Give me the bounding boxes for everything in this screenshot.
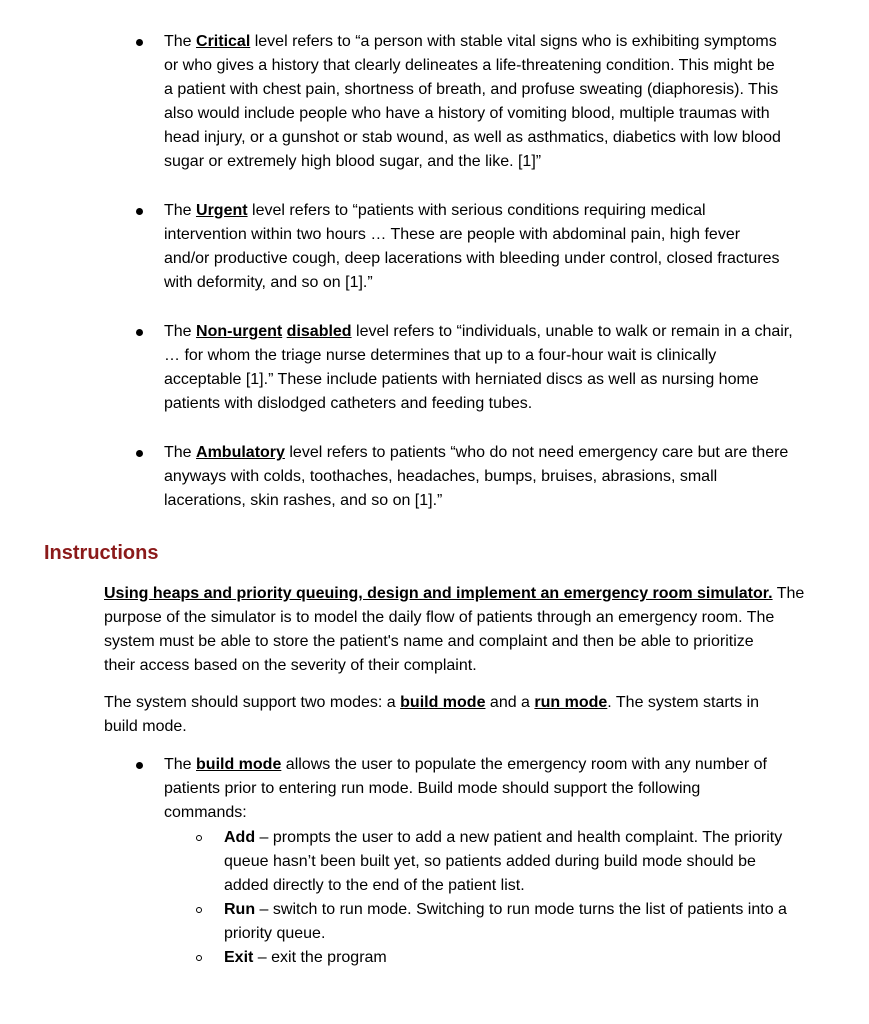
level-urgent (164, 199, 779, 295)
text: . The system starts in (607, 694, 760, 711)
text-line: queue hasn’t been built yet, so patients added during build mode should be (224, 853, 756, 870)
bullet-icon (136, 762, 143, 769)
text-line: also would include people who have a history of vomiting blood, multiple traumas with (164, 105, 770, 122)
modes-paragraph (104, 691, 759, 739)
text-line: or who gives a history that clearly delineates a life-threatening condition. This might be (164, 57, 775, 74)
text: The (164, 323, 197, 340)
level-ambulatory (164, 441, 788, 513)
text: level refers to “a person with stable vital signs who is exhibiting symptoms (250, 33, 777, 50)
text-line: intervention within two hours … These are people with abdominal pain, high fever (164, 226, 741, 243)
circle-bullet-icon (196, 907, 202, 913)
text: and a (485, 694, 535, 711)
term-build-mode: build mode (196, 756, 282, 773)
text-line: commands: (164, 804, 247, 821)
bullet-icon (136, 39, 143, 46)
term-ambulatory: Ambulatory (196, 444, 285, 461)
level-non-urgent-disabled (164, 320, 793, 416)
bullet-icon (136, 208, 143, 215)
build-mode-item (164, 753, 767, 825)
command-name: Run (224, 901, 256, 918)
circle-bullet-icon (196, 835, 202, 841)
command-run (224, 898, 787, 946)
text: The (164, 202, 197, 219)
text-line: and/or productive cough, deep lacerations with bleeding under control, closed fractures (164, 250, 780, 267)
command-name: Exit (224, 949, 254, 966)
text: The (772, 585, 805, 602)
term-run-mode: run mode (534, 694, 608, 711)
text-line: priority queue. (224, 925, 326, 942)
text: level refers to “patients with serious conditions requiring medical (247, 202, 706, 219)
text-line: anyways with colds, toothaches, headaches, bumps, bruises, abrasions, small (164, 468, 718, 485)
term-build-mode: build mode (400, 694, 486, 711)
text-line: a patient with chest pain, shortness of breath, and profuse sweating (diaphoresis). This (164, 81, 779, 98)
text-line: added directly to the end of the patient list. (224, 877, 525, 894)
text-line: system must be able to store the patient's name and complaint and then be able to prioritize (104, 633, 754, 650)
text: The (164, 444, 197, 461)
text: level refers to “individuals, unable to walk or remain in a chair, (351, 323, 793, 340)
command-add (224, 826, 782, 898)
instructions-intro (104, 582, 804, 678)
text: allows the user to populate the emergency room with any number of (281, 756, 767, 773)
text-line: head injury, or a gunshot or stab wound, as well as asthmatics, diabetics with low blood (164, 129, 781, 146)
text-line: build mode. (104, 718, 187, 735)
circle-bullet-icon (196, 955, 202, 961)
command-name: Add (224, 829, 256, 846)
text-line: … for whom the triage nurse determines that up to a four-hour wait is clinically (164, 347, 717, 364)
text: – switch to run mode. Switching to run mode turns the list of patients into a (255, 901, 787, 918)
text-line: their access based on the severity of their complaint. (104, 657, 477, 674)
command-exit (224, 946, 387, 970)
text: level refers to patients “who do not need emergency care but are there (284, 444, 789, 461)
text: The (164, 756, 197, 773)
text: The system should support two modes: a (104, 694, 401, 711)
bullet-icon (136, 450, 143, 457)
bullet-icon (136, 329, 143, 336)
text: The (164, 33, 197, 50)
text-line: lacerations, skin rashes, and so on [1].” (164, 492, 443, 509)
term-non-urgent: Non-urgent (196, 323, 283, 340)
text-line: purpose of the simulator is to model the daily flow of patients through an emergency room. The (104, 609, 775, 626)
term-urgent: Urgent (196, 202, 248, 219)
section-heading-instructions: Instructions (44, 542, 159, 564)
text-line: patients with dislodged catheters and feeding tubes. (164, 395, 533, 412)
intro-bold: Using heaps and priority queuing, design and implement an emergency room simulator. (104, 585, 773, 602)
text-line: sugar or extremely high blood sugar, and the like. [1]” (164, 153, 542, 170)
text-line: with deformity, and so on [1].” (164, 274, 373, 291)
level-critical (164, 30, 781, 174)
text-line: acceptable [1].” These include patients with herniated discs as well as nursing home (164, 371, 759, 388)
term-critical: Critical (196, 33, 251, 50)
term-disabled: disabled (286, 323, 352, 340)
text-line: patients prior to entering run mode. Build mode should support the following (164, 780, 701, 797)
text: – prompts the user to add a new patient and health complaint. The priority (255, 829, 783, 846)
text: – exit the program (253, 949, 387, 966)
